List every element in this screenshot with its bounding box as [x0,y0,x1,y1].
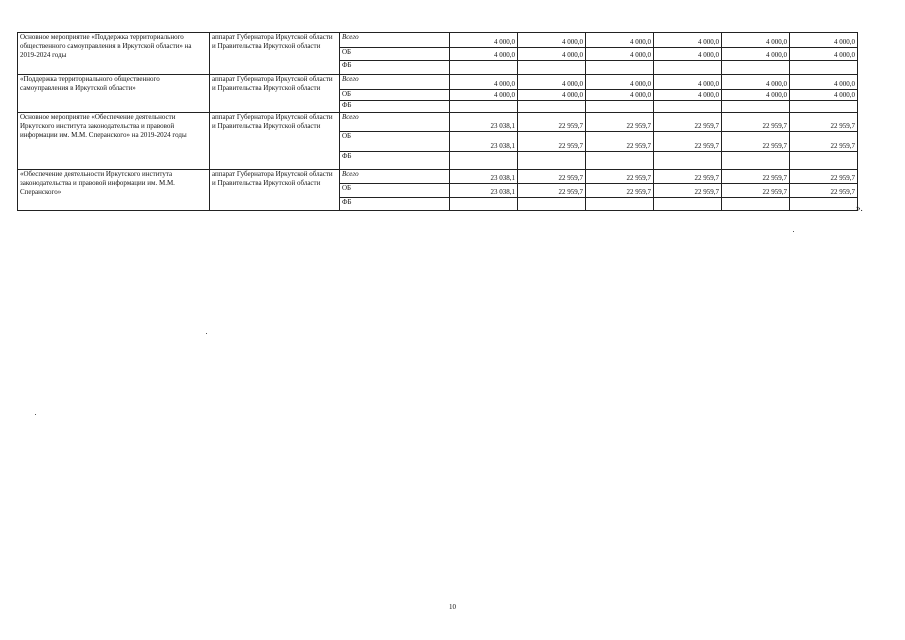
funding-source-cell: Всего [340,113,450,132]
funding-source-cell: ОБ [340,184,450,198]
executor-cell: аппарат Губернатора Иркутской области и Правительства Иркутской области [210,170,340,211]
amount-cell: 4 000,0 [654,75,722,90]
amount-cell: 4 000,0 [722,75,790,90]
amount-cell: 22 959,7 [586,170,654,184]
executor-cell: аппарат Губернатора Иркутской области и Правительства Иркутской области [210,75,340,113]
amount-cell: 4 000,0 [586,48,654,61]
amount-cell [450,198,518,211]
amount-cell: 22 959,7 [790,170,858,184]
closing-quote-mark: ». [856,203,863,213]
amount-cell [654,152,722,170]
amount-cell: 22 959,7 [722,113,790,132]
table-body [18,33,858,211]
amount-cell: 22 959,7 [654,132,722,152]
amount-cell: 22 959,7 [722,184,790,198]
amount-cell: 22 959,7 [790,184,858,198]
amount-cell: 23 038,1 [450,132,518,152]
amount-cell: 22 959,7 [586,184,654,198]
amount-cell: 22 959,7 [722,170,790,184]
amount-cell: 22 959,7 [654,170,722,184]
amount-cell: 22 959,7 [654,184,722,198]
amount-cell: 4 000,0 [518,33,586,48]
amount-cell: 4 000,0 [790,90,858,101]
amount-cell [518,61,586,75]
amount-cell [654,101,722,113]
amount-cell: 4 000,0 [722,33,790,48]
amount-cell [586,61,654,75]
amount-cell [722,101,790,113]
amount-cell: 4 000,0 [586,75,654,90]
activity-name-cell: «Поддержка территориального общественного самоуправления в Иркутской области» [18,75,210,113]
amount-cell: 4 000,0 [518,90,586,101]
amount-cell [518,101,586,113]
amount-cell: 4 000,0 [586,90,654,101]
amount-cell: 4 000,0 [790,48,858,61]
funding-source-cell: ФБ [340,198,450,211]
amount-cell: 22 959,7 [722,132,790,152]
amount-cell: 22 959,7 [518,113,586,132]
amount-cell [722,152,790,170]
amount-cell: 4 000,0 [654,48,722,61]
amount-cell [722,198,790,211]
executor-cell: аппарат Губернатора Иркутской области и Правительства Иркутской области [210,33,340,75]
amount-cell: 23 038,1 [450,184,518,198]
amount-cell: 4 000,0 [722,90,790,101]
amount-cell [790,152,858,170]
amount-cell: 4 000,0 [450,75,518,90]
amount-cell: 4 000,0 [450,33,518,48]
amount-cell [790,101,858,113]
amount-cell: 22 959,7 [518,170,586,184]
amount-cell: 4 000,0 [586,33,654,48]
amount-cell: 22 959,7 [518,184,586,198]
amount-cell: 22 959,7 [790,132,858,152]
amount-cell [450,61,518,75]
amount-cell [450,152,518,170]
amount-cell [518,198,586,211]
funding-source-cell: ОБ [340,132,450,152]
table-row [18,113,858,132]
amount-cell [790,198,858,211]
funding-source-cell: ФБ [340,152,450,170]
amount-cell: 22 959,7 [586,132,654,152]
amount-cell: 4 000,0 [450,90,518,101]
scan-speck [35,414,36,415]
scan-speck [206,333,207,334]
amount-cell: 23 038,1 [450,170,518,184]
amount-cell [722,61,790,75]
amount-cell [654,198,722,211]
amount-cell: 22 959,7 [586,113,654,132]
table-row [18,75,858,90]
funding-source-cell: Всего [340,33,450,48]
funding-source-cell: ОБ [340,90,450,101]
funding-source-cell: ФБ [340,101,450,113]
amount-cell [450,101,518,113]
amount-cell [654,61,722,75]
amount-cell: 4 000,0 [654,90,722,101]
funding-source-cell: ОБ [340,48,450,61]
table-row [18,170,858,184]
amount-cell: 22 959,7 [790,113,858,132]
amount-cell [586,198,654,211]
budget-table [17,32,858,211]
activity-name-cell: Основное мероприятие «Поддержка территориального общественного самоуправления в Иркутской области» на 2019-2024 годы [18,33,210,75]
funding-source-cell: Всего [340,170,450,184]
table-row [18,33,858,48]
amount-cell: 4 000,0 [722,48,790,61]
amount-cell: 23 038,1 [450,113,518,132]
amount-cell [518,152,586,170]
page-number: 10 [449,603,456,611]
amount-cell [790,61,858,75]
amount-cell: 4 000,0 [654,33,722,48]
funding-source-cell: Всего [340,75,450,90]
executor-cell: аппарат Губернатора Иркутской области и Правительства Иркутской области [210,113,340,170]
amount-cell: 4 000,0 [450,48,518,61]
amount-cell [586,152,654,170]
scan-speck [793,231,794,232]
amount-cell [586,101,654,113]
activity-name-cell: Основное мероприятие «Обеспечение деятельности Иркутского института законодательства и правовой информации им. М.М. Сперанского» на 2019-2024 годы [18,113,210,170]
amount-cell: 4 000,0 [518,48,586,61]
amount-cell: 22 959,7 [654,113,722,132]
activity-name-cell: «Обеспечение деятельности Иркутского института законодательства и правовой информации им. М.М. Сперанского» [18,170,210,211]
amount-cell: 22 959,7 [518,132,586,152]
amount-cell: 4 000,0 [790,33,858,48]
funding-source-cell: ФБ [340,61,450,75]
amount-cell: 4 000,0 [518,75,586,90]
amount-cell: 4 000,0 [790,75,858,90]
